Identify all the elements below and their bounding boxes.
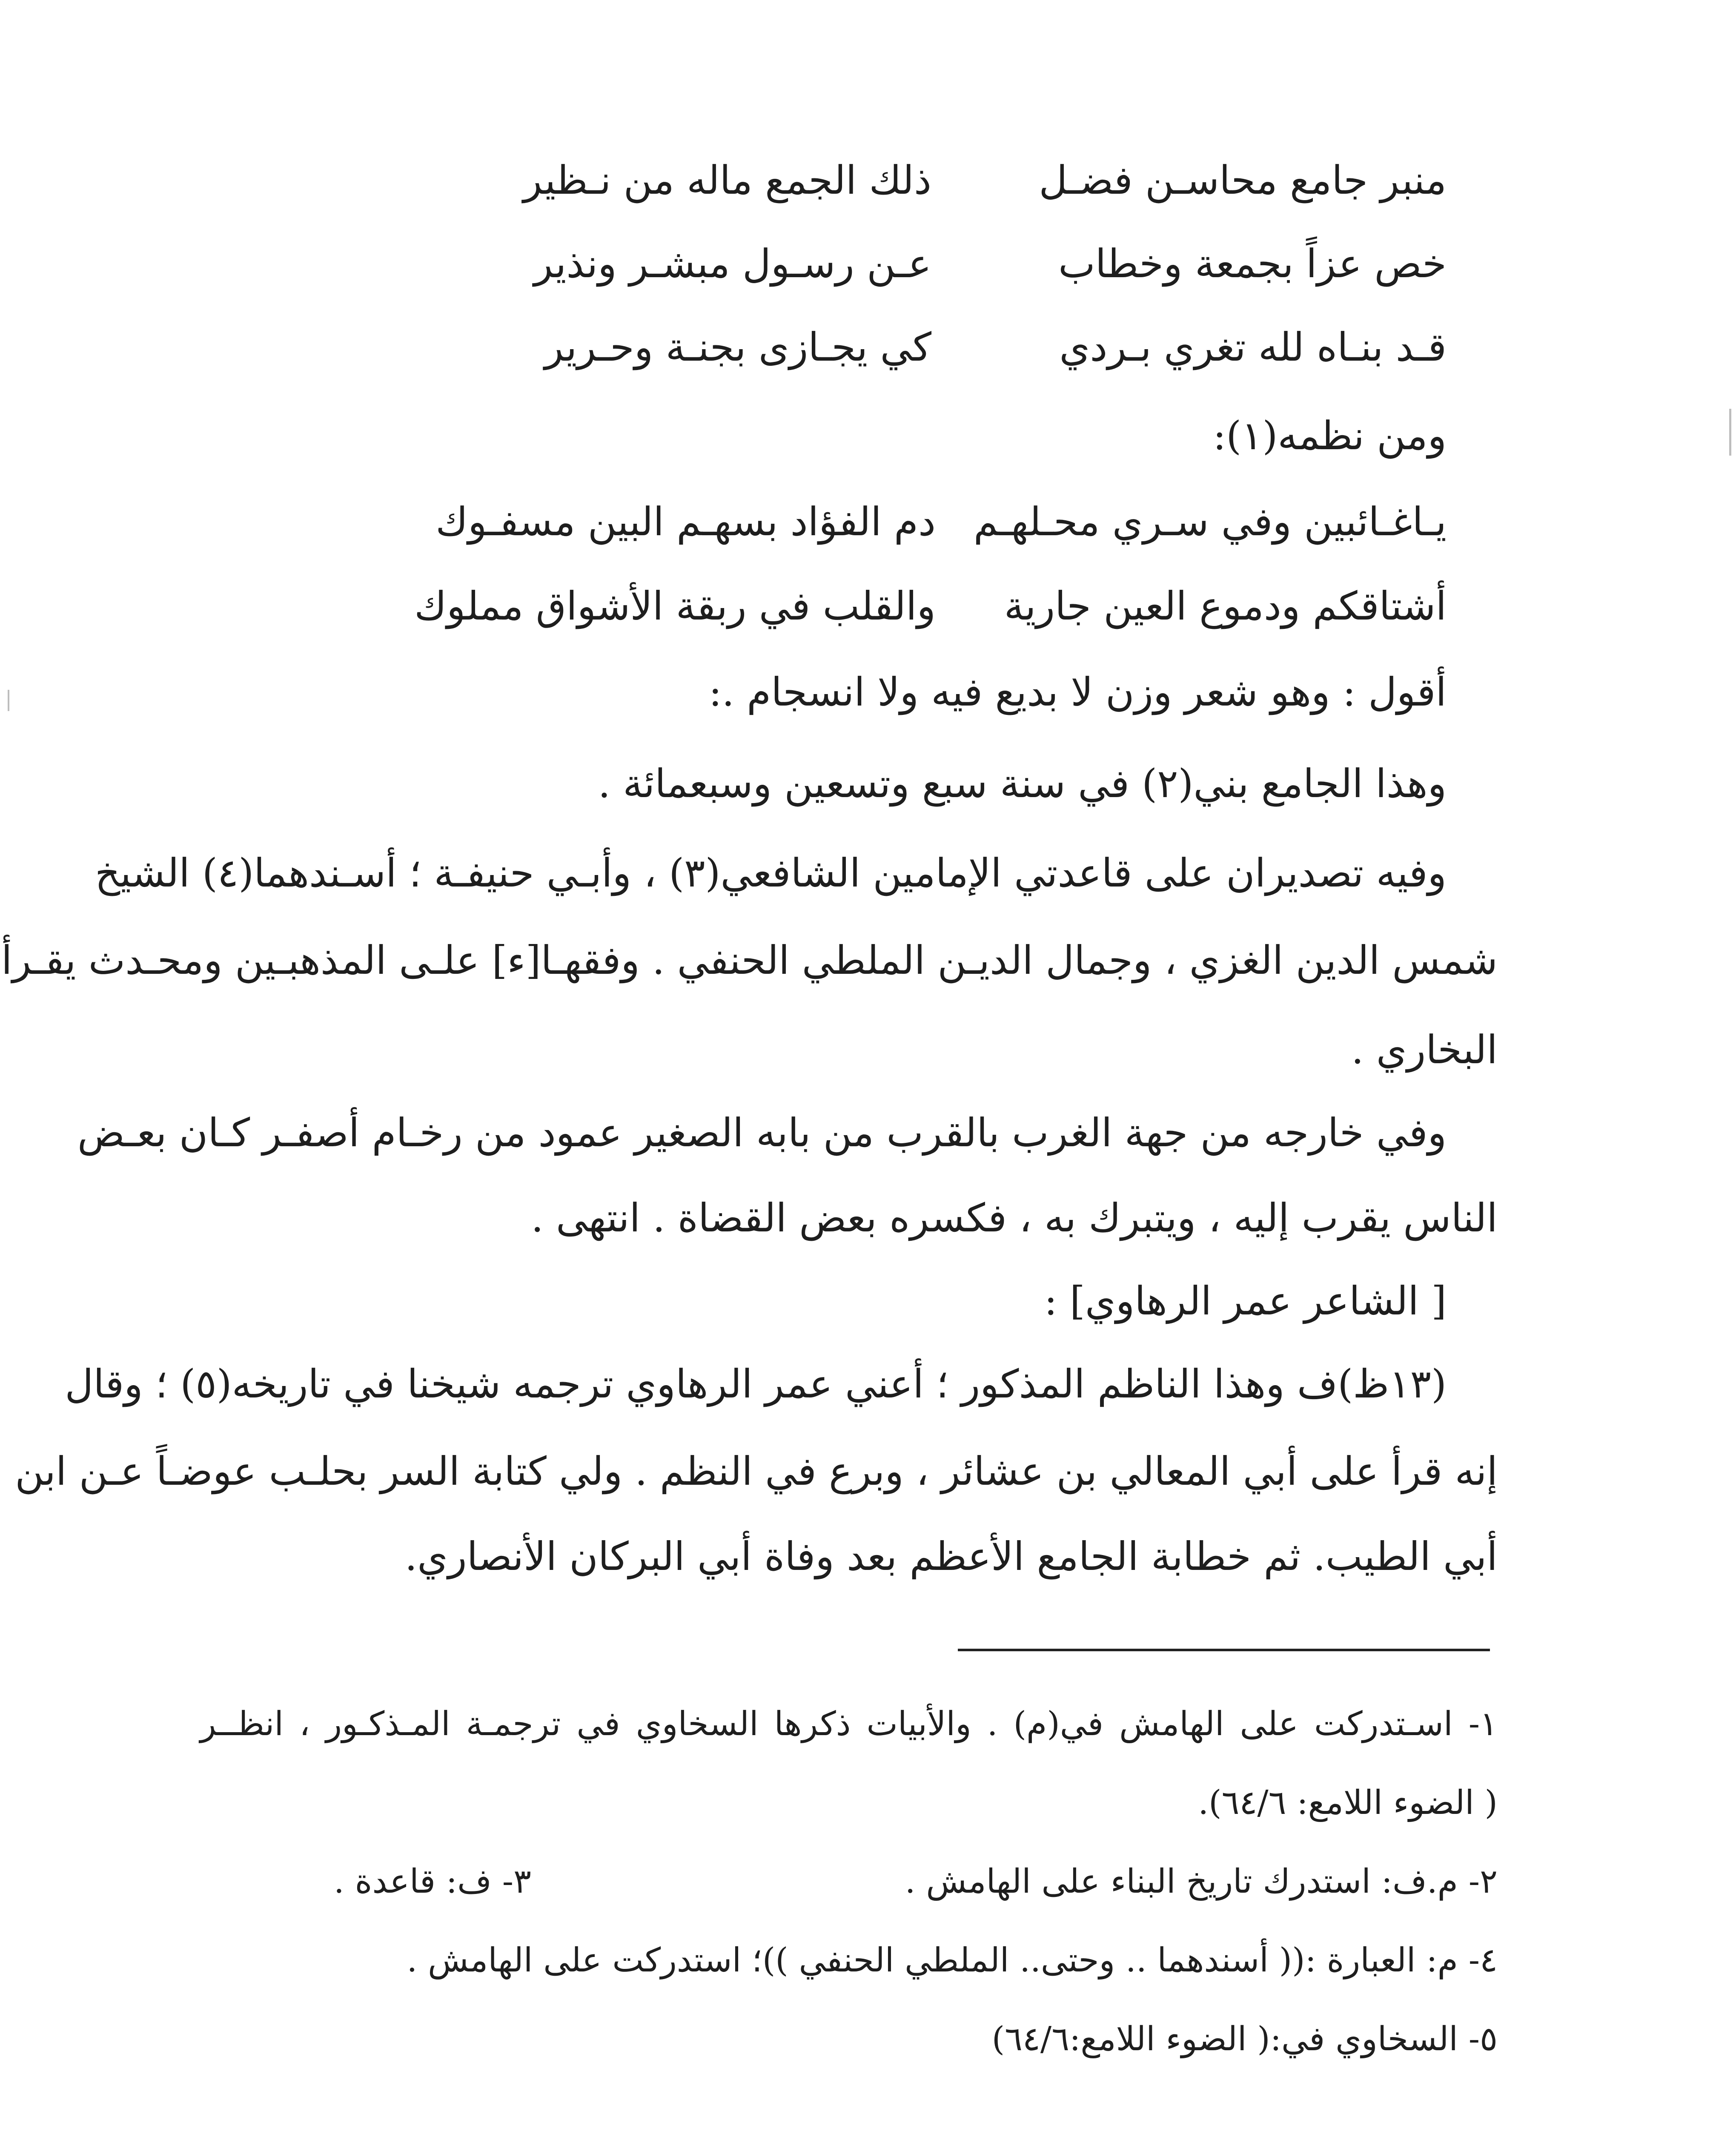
footnote-4: ٤- م: العبارة :(( أسندهما .. وحتى.. الملطي الحنفي ))؛ استدركت على الهامش . xyxy=(407,1941,1498,1980)
poem1-verse3-second-hemistich: كي يجـازى بجنـة وحـرير xyxy=(544,324,931,370)
poem2-verse1-first-hemistich: يـاغـائبين وفي سـري محـلهـم xyxy=(973,499,1447,545)
construction-date-line: وهذا الجامع بني(٢) في سنة سبع وتسعين وسبعمائة . xyxy=(598,761,1447,806)
para2-line2: الناس يقرب إليه ، ويتبرك به ، فكسره بعض القضاة . انتهى . xyxy=(531,1195,1498,1241)
poem1-verse2-second-hemistich: عـن رسـول مبشـر ونذير xyxy=(534,241,931,287)
footnote-5: ٥- السخاوي في:( الضوء اللامع:٦٤/٦) xyxy=(991,2020,1498,2058)
scan-margin-mark xyxy=(8,690,9,711)
poem2-intro-line: ومن نظمه(١): xyxy=(1213,413,1447,459)
para1-line2: شمس الدين الغزي ، وجمال الديـن الملطي الحنفي . وفقهـا[ء] علـى المذهبـين ومحـدث يقـرأ xyxy=(1,938,1498,983)
poem2-verse2-first-hemistich: أشتاقكم ودموع العين جارية xyxy=(1004,583,1447,629)
poem2-verse2-second-hemistich: والقلب في ربقة الأشواق مملوك xyxy=(414,583,936,629)
para1-line1: وفيه تصديران على قاعدتي الإمامين الشافعي(٣) ، وأبـي حنيفـة ؛ أسـندهما(٤) الشيخ xyxy=(95,850,1447,896)
poem2-verse1-second-hemistich: دم الفؤاد بسهـم البين مسفـوك xyxy=(435,499,936,545)
footnote-2: ٢- م.ف: استدرك تاريخ البناء على الهامش . xyxy=(905,1862,1498,1901)
author-comment-line: أقول : وهو شعر وزن لا بديع فيه ولا انسجام .: xyxy=(708,669,1447,715)
footnote-1-line1: ١- اسـتدركت على الهامش في(م) . والأبيات ذكرها السخاوي في ترجمـة المـذكـور ، انظــر xyxy=(200,1705,1498,1743)
para3-line1: (١٣ظ)ف وهذا الناظم المذكور ؛ أعني عمر الرهاوي ترجمه شيخنا في تاريخه(٥) ؛ وقال xyxy=(65,1361,1447,1407)
footnote-3: ٣- ف: قاعدة . xyxy=(334,1862,531,1901)
poem1-verse1-first-hemistich: منبر جامع محاسـن فضـل xyxy=(1039,158,1447,203)
footnote-separator xyxy=(958,1649,1490,1651)
para3-line2: إنه قرأ على أبي المعالي بن عشائر ، وبرع في النظم . ولي كتابة السر بحلـب عوضـاً عـن ابن xyxy=(15,1449,1498,1494)
footnote-1-line2: ( الضوء اللامع: ٦٤/٦). xyxy=(1198,1784,1498,1822)
poem1-verse2-first-hemistich: خص عزاً بجمعة وخطاب xyxy=(1058,241,1447,287)
para2-line1: وفي خارجه من جهة الغرب بالقرب من بابه الصغير عمود من رخـام أصفـر كـان بعـض xyxy=(77,1110,1447,1156)
poem1-verse3-first-hemistich: قـد بنـاه لله تغري بـردي xyxy=(1059,324,1447,370)
para3-line3: أبي الطيب. ثم خطابة الجامع الأعظم بعد وفاة أبي البركان الأنصاري. xyxy=(404,1534,1498,1579)
scan-margin-mark xyxy=(1729,409,1731,456)
para1-line3: البخاري . xyxy=(1351,1027,1498,1073)
section-heading: [ الشاعر عمر الرهاوي] : xyxy=(1044,1278,1447,1324)
poem1-verse1-second-hemistich: ذلك الجمع ماله من نـظير xyxy=(523,158,931,203)
